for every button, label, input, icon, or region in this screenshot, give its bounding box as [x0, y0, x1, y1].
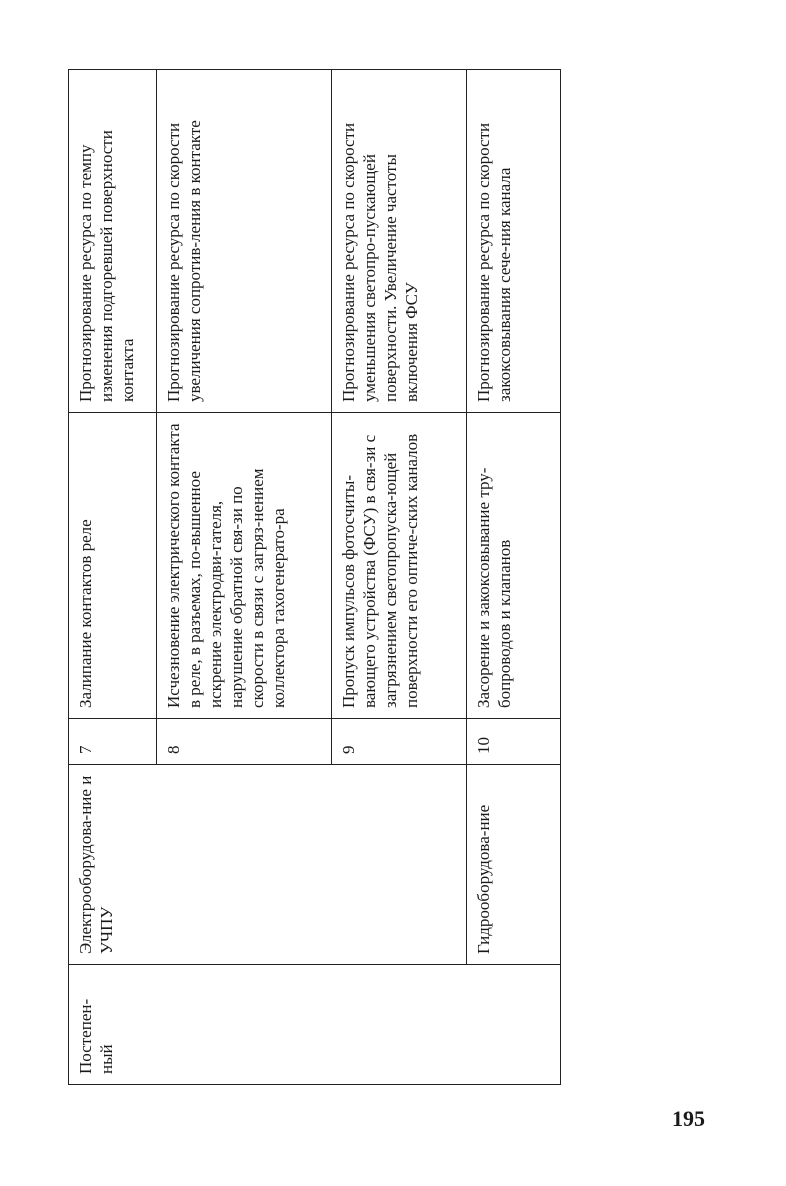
method-cell: Прогнозирование ресурса по темпу изменения подгоревшей поверхности контакта: [69, 70, 157, 413]
defect-cell: Засорение и закоксовывание тру-бопроводов и клапанов: [467, 413, 561, 719]
equipment-cell: Гидрооборудова-ние: [467, 765, 561, 965]
table-row: [69, 70, 157, 1085]
equipment-cell: Электрооборудова-ние и УЧПУ: [69, 765, 467, 965]
rotated-table-page: [68, 70, 560, 1085]
defects-table: [68, 69, 561, 1085]
defect-cell: Пропуск импульсов фотосчиты-вающего устройства (ФСУ) в свя-зи с загрязнением светопропуска-ющей поверхности его оптиче-ских каналов: [332, 413, 467, 719]
defect-cell: Исчезновение электрического контакта в реле, в разъемах, по-вышенное искрение электродви-гателя, нарушение обратной свя-зи по скорости в связи с загряз-нением коллектора тахогенерато-ра: [157, 413, 332, 719]
row-number: 7: [69, 719, 157, 765]
method-cell: Прогнозирование ресурса по скорости увеличения сопротив-ления в контакте: [157, 70, 332, 413]
method-cell: Прогнозирование ресурса по скорости уменьшения светопро-пускающей поверхности. Увеличение частоты включения ФСУ: [332, 70, 467, 413]
defect-cell: Залипание контактов реле: [69, 413, 157, 719]
row-number: 10: [467, 719, 561, 765]
failure-type-cell: Постепен-ный: [69, 965, 561, 1085]
row-number: 9: [332, 719, 467, 765]
method-cell: Прогнозирование ресурса по скорости закоксовывания сече-ния канала: [467, 70, 561, 413]
table-row: [467, 70, 561, 1085]
row-number: 8: [157, 719, 332, 765]
page-number: 195: [672, 1106, 705, 1131]
